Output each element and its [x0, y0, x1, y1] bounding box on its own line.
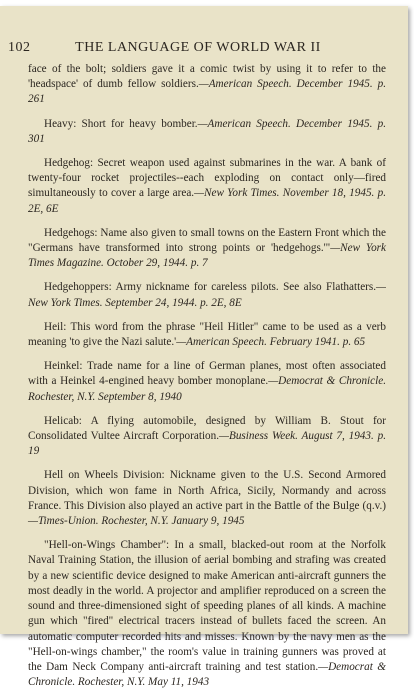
entry-continuation: [28, 62, 386, 108]
entry-hedgehog: [28, 156, 386, 217]
entry-term: "Hell-on-Wings Chamber":: [44, 539, 170, 552]
entry-helicab: [28, 414, 386, 460]
entry-text: Short for heavy bomber.: [76, 117, 198, 130]
page-number: 102: [8, 40, 31, 55]
entry-heavy: [28, 117, 386, 147]
entry-page: p. 7: [190, 257, 208, 270]
entry-page: p. 2E, 8E: [200, 296, 242, 309]
dictionary-body: [28, 62, 386, 699]
entry-text: This word from the phrase "Heil Hitler" came to be used as a verb meaning 'to give the Nazi salute.': [28, 320, 386, 349]
entry-page: p. 2E, 6E: [28, 187, 386, 215]
entry-source: —Times-Union. Rochester, N.Y. January 9, 1945: [28, 515, 245, 528]
entry-page: p. 65: [342, 336, 366, 349]
entry-term: Hedgehog:: [44, 157, 94, 170]
entry-text: Army nickname for careless pilots. See also Flathatters.: [111, 281, 377, 294]
entry-page: p. 301: [28, 117, 386, 145]
entry-source: —New York Times. November 18, 1945.: [194, 187, 375, 200]
entry-hell-on-wheels: [28, 468, 386, 529]
entry-text: Secret weapon used against submarines in the war. A bank of twenty-four rocket projectiles--each exploding on contact only—fired simultaneously to cover a large area.: [28, 157, 386, 200]
entry-heinkel: [28, 359, 386, 405]
entry-term: Helicab:: [44, 414, 82, 427]
entry-hell-on-wings: [28, 538, 386, 690]
entry-term: Hedgehoppers:: [44, 281, 112, 294]
entry-source: —Business Week. August 7, 1943.: [219, 430, 374, 443]
entry-text: face of the bolt; soldiers gave it a comic twist by using it to refer to the 'headspace' of dumb fellow soldiers.: [28, 63, 386, 91]
entry-text: Name also given to small towns on the Eastern Front which the "Germans have transformed into strong points or 'hedgehogs.'": [28, 226, 386, 255]
entry-text: Trade name for a line of German planes, most often associated with a Heinkel 4-engined heavy bomber monoplane.: [28, 360, 386, 388]
entry-text: A flying automobile, designed by William B. Stout for Consolidated Vultee Aircraft Corporation.: [28, 414, 386, 443]
entry-page: p. 261: [28, 78, 387, 106]
entry-text: Nickname given to the U.S. Second Armored Division, which won fame in North Africa, Sicily, Normandy and across France. This Division also played an active part in the Battle of the Bulge (q.v.): [28, 469, 386, 512]
entry-text: In a small, blacked-out room at the Norfolk Naval Training Station, the illusion of aerial bombing and strafing was created by a new scientific device designed to make American anti-aircraft gunners the most deadly in the world. A projector and amplifier reproduced on a screen the sound and three-dimensioned sight of speeding planes of all kinds. A machine gun which "fired" electrical tracers instead of bullets faced the screen. An automatic computer recorded hits and misses. Known by the navy men as the "Hell-on-wings chamber," the room's value in training gunners was proved at the Dam Neck Company anti-aircraft training and test station.: [28, 539, 386, 673]
entry-hedgehogs: [28, 226, 386, 272]
entry-heil: [28, 320, 386, 350]
entry-source: —American Speech. December 1945.: [198, 78, 373, 91]
entry-term: Heil:: [44, 320, 67, 333]
entry-source: —American Speech. February 1941.: [176, 336, 340, 349]
entry-source: —New York Times Magazine. October 29, 1944.: [28, 242, 386, 270]
entry-term: Hell on Wheels Division:: [44, 469, 165, 482]
entry-hedgehoppers: [28, 280, 386, 310]
entry-page: p. 19: [28, 430, 386, 458]
entry-term: Hedgehogs:: [44, 226, 98, 239]
entry-term: Heinkel:: [44, 360, 83, 373]
entry-term: Heavy:: [44, 117, 77, 130]
entry-source: —New York Times. September 24, 1944.: [28, 281, 386, 309]
entry-source: —Democrat & Chronicle. Rochester, N.Y. May 11, 1943: [28, 660, 386, 689]
entry-source: —Democrat & Chronicle. Rochester, N.Y. September 8, 1940: [28, 375, 387, 403]
entry-source: —American Speech. December 1945.: [197, 117, 373, 130]
book-page: [0, 6, 408, 689]
running-title: THE LANGUAGE OF WORLD WAR II: [75, 40, 321, 55]
